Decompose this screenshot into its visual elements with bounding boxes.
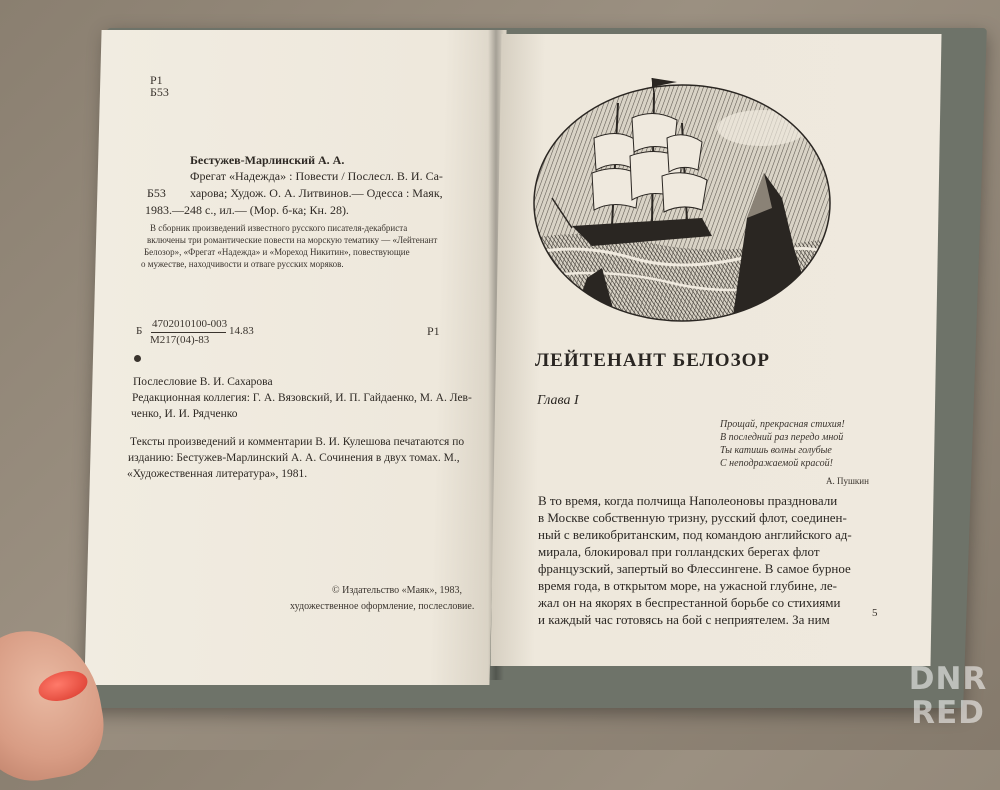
credits-line-1: Послесловие В. И. Сахарова	[133, 376, 273, 388]
biblio-line-3: 1983.—248 с., ил.— (Мор. б-ка; Кн. 28).	[145, 203, 349, 217]
annotation-line-4: о мужестве, находчивости и отваге русских моряков.	[141, 259, 344, 269]
body-line-1: В то время, когда полчища Наполеоновы праздновали	[538, 493, 838, 508]
copyright-line-1: © Издательство «Маяк», 1983,	[332, 585, 462, 596]
copyright-line-2: художественное оформление, послесловие.	[290, 601, 475, 612]
body-line-4: мирала, блокировал при голландских берегах флот	[538, 544, 820, 559]
epigraph-line-3: Ты катишь волны голубые	[720, 445, 832, 456]
sources-line-3: «Художественная литература», 1981.	[127, 468, 308, 480]
code-number: 14.83	[229, 325, 254, 337]
watermark-line-1: DNR	[908, 661, 988, 697]
annotation-line-2: включены три романтические повести на морскую тематику — «Лейтенант	[147, 235, 438, 245]
biblio-line-1: Фрегат «Надежда» : Повести / Послесл. В. И. Са-	[190, 169, 443, 183]
sources-line-2: изданию: Бестужев-Марлинский А. А. Сочинения в двух томах. М.,	[128, 452, 460, 464]
code-denominator: М217(04)-83	[150, 334, 210, 346]
epigraph-line-4: С неподражаемой красой!	[720, 458, 833, 469]
body-line-5: французский, запертый во Флессингене. В самое бурное	[538, 561, 851, 576]
bullet-dot	[134, 355, 141, 362]
annotation-line-1: В сборник произведений известного русского писателя-декабриста	[150, 223, 408, 233]
ship-engraving-illustration	[532, 78, 832, 323]
epigraph-line-1: Прощай, прекрасная стихия!	[720, 419, 845, 430]
credits-line-2: Редакционная коллегия: Г. А. Вязовский, И. П. Гайдаенко, М. А. Лев-	[132, 392, 472, 404]
watermark-logo	[906, 662, 990, 742]
sources-line-1: Тексты произведений и комментарии В. И. Кулешова печатаются по	[130, 436, 465, 448]
code-fraction-bar	[151, 332, 226, 333]
body-line-3: ный с великобританским, под командою английского ад-	[538, 527, 852, 542]
watermark-line-2: RED	[911, 695, 985, 731]
body-line-8: и каждый час готовясь на бой с неприятелем. За ним	[538, 612, 830, 627]
biblio-line-2: харова; Худож. О. А. Литвинов.— Одесса : Маяк,	[190, 186, 443, 200]
udk-code-1: Р1	[150, 73, 163, 87]
annotation-line-3: Белозор», «Фрегат «Надежда» и «Мореход Никитин», повествующие	[144, 247, 410, 257]
code-class: Р1	[427, 324, 440, 338]
epigraph-author: А. Пушкин	[826, 476, 869, 486]
author-name: Бестужев-Марлинский А. А.	[190, 153, 345, 167]
credits-line-3: ченко, И. И. Рядченко	[131, 408, 238, 420]
body-line-2: в Москве собственную тризну, русский флот, соединен-	[538, 510, 847, 525]
epigraph-line-2: В последний раз передо мной	[720, 432, 844, 443]
catalog-mark: Б53	[147, 186, 166, 200]
body-line-7: жал он на якорях в беспрестанной борьбе со стихиями	[538, 595, 841, 610]
udk-code-2: Б53	[150, 85, 169, 99]
page-number: 5	[872, 607, 878, 619]
code-letter: Б	[136, 325, 143, 337]
chapter-heading: Глава I	[537, 393, 579, 408]
body-line-6: время года, в открытом море, на ужасной глубине, ле-	[538, 578, 837, 593]
story-title: ЛЕЙТЕНАНТ БЕЛОЗОР	[535, 350, 770, 371]
code-numerator: 4702010100-003	[152, 318, 228, 330]
